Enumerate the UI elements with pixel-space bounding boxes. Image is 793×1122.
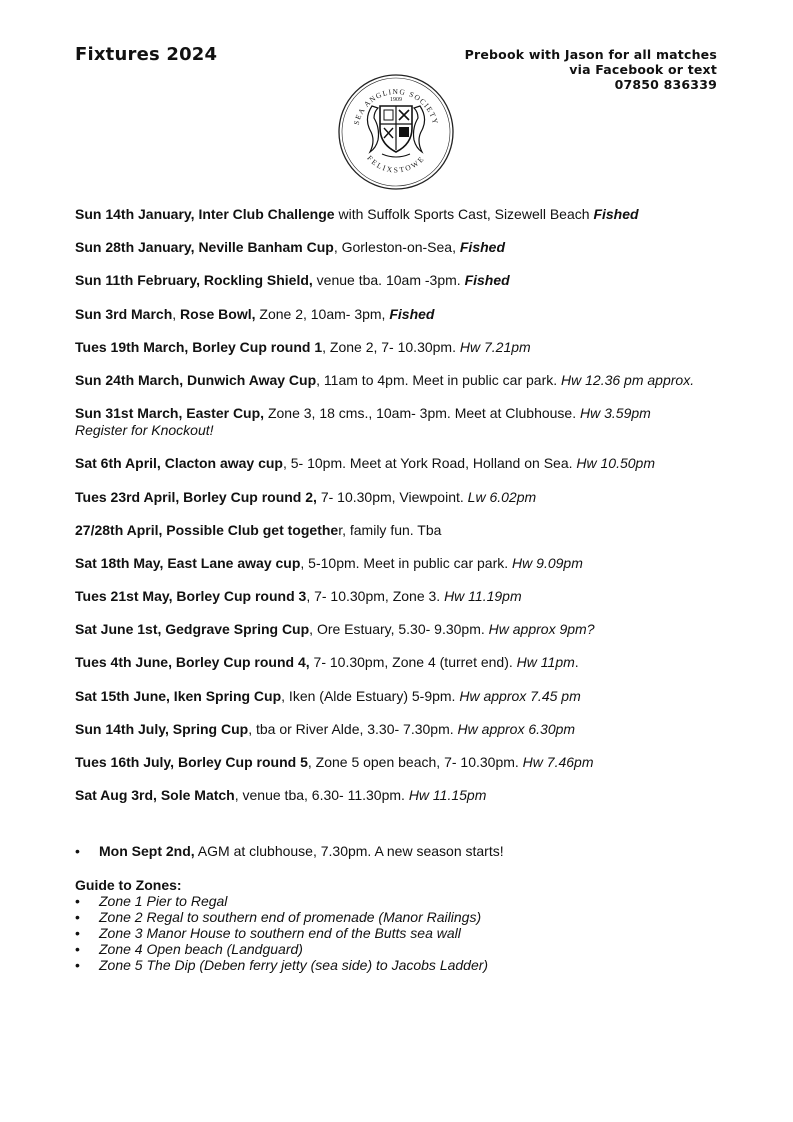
fixture-tide: Lw 6.02pm	[467, 488, 537, 505]
fixture-details: , tba or River Alde, 3.30- 7.30pm.	[248, 720, 458, 737]
fixture-status: Fished	[593, 206, 639, 222]
fixture-item	[75, 654, 725, 671]
fixture-tide: Hw 3.59pm	[580, 405, 651, 422]
prebook-line: via Facebook or text	[569, 62, 717, 77]
fixture-title: 27/28th April, Possible Club get togethe	[75, 521, 339, 538]
society-crest-logo	[336, 66, 456, 198]
fixture-details: Zone 3, 18 cms., 10am- 3pm. Meet at Clubhouse.	[264, 405, 580, 422]
fixture-details: venue tba. 10am -3pm.	[312, 272, 465, 289]
zone-text: Zone 5 The Dip (Deben ferry jetty (sea side) to Jacobs Ladder)	[99, 957, 489, 973]
bullet: •	[75, 925, 80, 941]
fixture-title: Tues 16th July, Borley Cup round 5	[75, 754, 308, 770]
fixture-status: Fished	[389, 305, 435, 322]
fixture-item	[75, 239, 725, 256]
fixture-tide: Hw 7.46pm	[522, 754, 594, 770]
zones-guide	[75, 877, 488, 973]
fixture-item	[75, 787, 725, 804]
agm-details: AGM at clubhouse, 7.30pm. A new season starts!	[194, 843, 504, 859]
fixture-title: Sun 14th July, Spring Cup	[75, 720, 249, 737]
fixture-tide: Hw approx 7.45 pm	[459, 687, 581, 704]
fixture-tide: Hw approx 6.30pm	[457, 720, 576, 737]
zones-list	[75, 893, 488, 973]
fixture-title: Tues 4th June, Borley Cup round 4,	[75, 654, 310, 671]
zone-item	[75, 925, 488, 941]
fixture-item	[75, 206, 725, 223]
fixture-item	[75, 522, 725, 539]
fixture-details: , 5- 10pm. Meet at York Road, Holland on Sea.	[282, 455, 577, 472]
prebook-phone: 07850 836339	[614, 77, 717, 92]
fixture-tide: Hw 12.36 pm approx.	[561, 371, 695, 388]
fixture-details: , 11am to 4pm. Meet in public car park.	[316, 371, 562, 388]
fixture-tide: Hw 11.19pm	[444, 588, 522, 605]
fixture-item	[75, 455, 725, 472]
bullet: •	[75, 843, 80, 859]
zone-text: Zone 1 Pier to Regal	[99, 893, 228, 909]
fixture-tide: Hw 7.21pm	[459, 338, 531, 355]
fixture-title: Sat Aug 3rd, Sole Match	[75, 787, 235, 804]
fixture-details: Zone 2, 10am- 3pm,	[255, 305, 390, 322]
zone-item	[75, 893, 488, 909]
fixture-tide: Hw 11.15pm	[408, 787, 487, 804]
fixture-tide: Hw 9.09pm	[512, 554, 583, 571]
fixture-item	[75, 405, 725, 439]
fixture-details: , venue tba, 6.30- 11.30pm.	[234, 787, 409, 804]
zone-text: Zone 4 Open beach (Landguard)	[99, 941, 303, 957]
fixture-title: Sun 24th March, Dunwich Away Cup	[75, 371, 317, 388]
prebook-note	[465, 47, 717, 92]
fixture-item	[75, 721, 725, 738]
fixture-item	[75, 339, 725, 356]
fixture-item	[75, 272, 725, 289]
crest-top-text: SEA ANGLING SOCIETY	[351, 86, 441, 126]
fixture-title: Sun 14th January, Inter Club Challenge	[75, 206, 335, 222]
fixture-item	[75, 688, 725, 705]
fixture-title: Sun 28th January, Neville Banham Cup	[75, 239, 334, 256]
fixture-title: Sat 18th May, East Lane away cup	[75, 554, 301, 571]
fixture-details: , Zone 2, 7- 10.30pm.	[322, 338, 460, 355]
fixture-title: Rose Bowl,	[180, 305, 256, 322]
fixture-tide: Hw 11pm	[516, 654, 575, 671]
bullet: •	[75, 893, 80, 909]
fixture-title: Tues 19th March, Borley Cup round 1	[75, 338, 323, 355]
fixture-status: Fished	[464, 272, 510, 289]
zone-text: Zone 2 Regal to southern end of promenade (Manor Railings)	[99, 909, 482, 925]
bullet: •	[75, 941, 80, 957]
fixture-status: Fished	[459, 239, 505, 256]
fixture-details: with Suffolk Sports Cast, Sizewell Beach	[334, 206, 594, 222]
fixture-item	[75, 621, 725, 638]
fixture-title: Tues 21st May, Borley Cup round 3	[75, 588, 307, 605]
zones-heading: Guide to Zones:	[75, 877, 182, 893]
fixture-item	[75, 555, 725, 572]
fixture-details: ,	[172, 305, 181, 322]
fixture-details: r, family fun. Tba	[338, 521, 442, 538]
fixture-item	[75, 306, 725, 323]
fixture-details: , Gorleston-on-Sea,	[333, 239, 460, 256]
fixture-title: Sat June 1st, Gedgrave Spring Cup	[75, 621, 310, 638]
prebook-line: Prebook with Jason for all matches	[464, 47, 717, 62]
zone-item	[75, 909, 488, 925]
fixture-details: .	[574, 654, 579, 671]
fixture-details: 7- 10.30pm, Zone 4 (turret end).	[309, 654, 517, 671]
fixture-item	[75, 588, 725, 605]
fixture-title: Sun 11th February, Rockling Shield,	[75, 272, 313, 289]
agm-date: Mon Sept 2nd,	[99, 843, 195, 859]
fixture-details: 7- 10.30pm, Viewpoint.	[316, 488, 468, 505]
fixture-title: Sat 15th June, Iken Spring Cup	[75, 687, 282, 704]
zone-text: Zone 3 Manor House to southern end of the Butts sea wall	[99, 925, 461, 941]
crest-bottom-text: FELIXSTOWE	[365, 153, 427, 175]
page-title: Fixtures 2024	[75, 44, 218, 65]
crest-year: 1909	[390, 97, 402, 103]
fixture-title: Tues 23rd April, Borley Cup round 2,	[75, 488, 317, 505]
fixtures-list	[75, 206, 725, 820]
zone-item	[75, 941, 488, 957]
fixture-tide: Hw approx 9pm?	[488, 621, 595, 638]
fixture-title: Sat 6th April, Clacton away cup	[75, 455, 283, 472]
fixture-note: Register for Knockout!	[75, 422, 214, 439]
zone-item	[75, 957, 488, 973]
fixture-item	[75, 489, 725, 506]
fixture-details: , 5-10pm. Meet in public car park.	[300, 554, 513, 571]
fixture-details: , Zone 5 open beach, 7- 10.30pm.	[307, 754, 523, 770]
fixture-item	[75, 754, 725, 771]
bullet: •	[75, 909, 80, 925]
fixture-tide: Hw 10.50pm	[576, 455, 655, 472]
fixture-title: Sun 31st March, Easter Cup,	[75, 405, 265, 422]
fixture-title: Sun 3rd March	[75, 305, 173, 322]
fixture-details: , 7- 10.30pm, Zone 3.	[306, 588, 445, 605]
fixture-details: , Iken (Alde Estuary) 5-9pm.	[281, 687, 460, 704]
bullet: •	[75, 957, 80, 973]
fixture-item	[75, 372, 725, 389]
fixture-details: , Ore Estuary, 5.30- 9.30pm.	[309, 621, 489, 638]
